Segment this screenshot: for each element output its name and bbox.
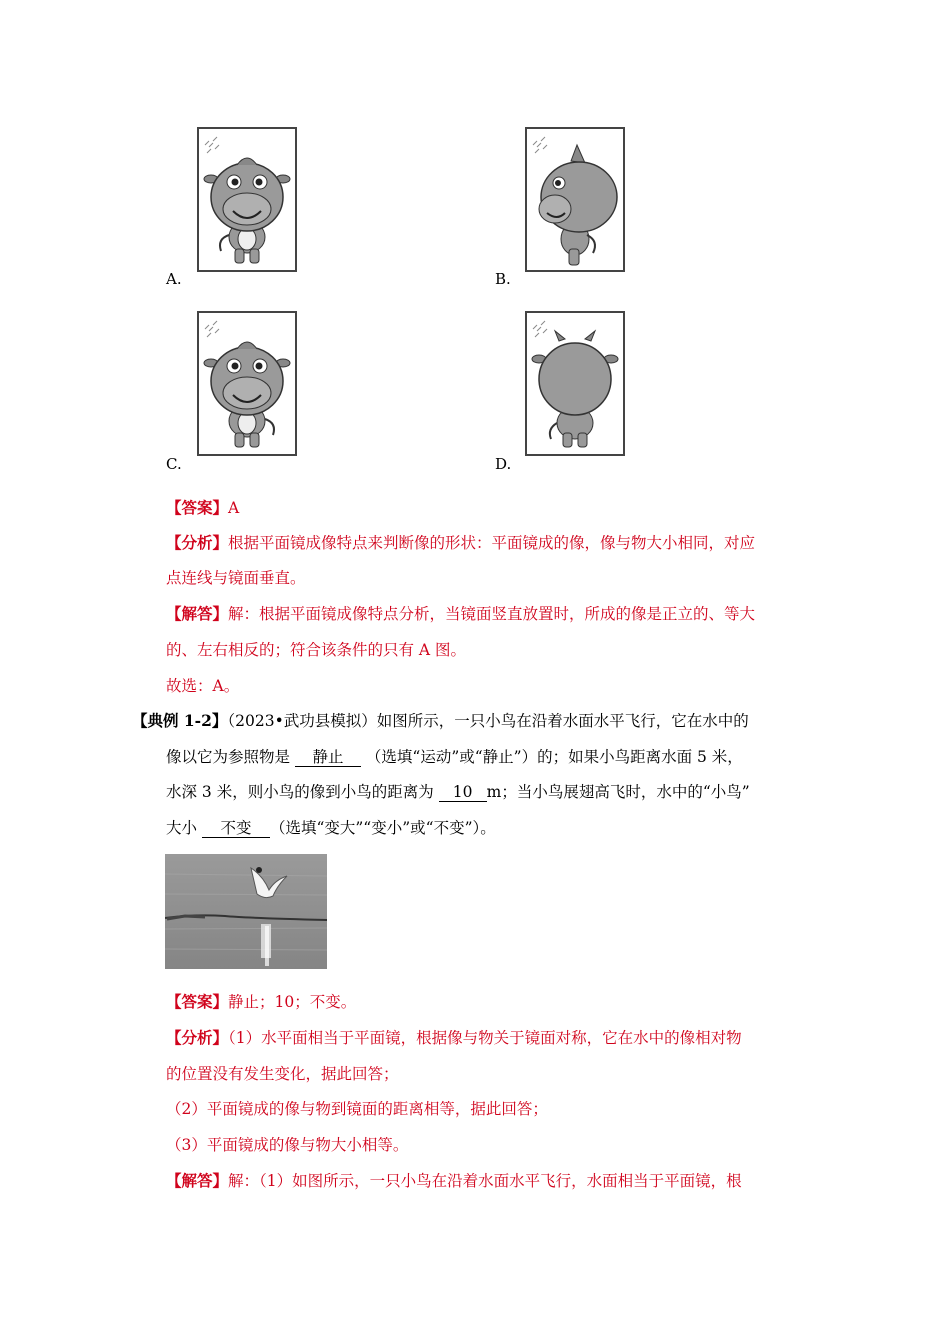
analysis-1-line-2: 点连线与镜面垂直。 — [166, 569, 306, 587]
solution-2-line-1: 【解答】解：（1）如图所示，一只小鸟在沿着水面水平飞行，水面相当于平面镜，根 — [166, 1171, 742, 1190]
answer-1: 【答案】A — [166, 498, 240, 517]
example-line-3: 水深 3 米，则小鸟的像到小鸟的距离为 10 m；当小鸟展翅高飞时，水中的“小鸟” — [166, 783, 750, 801]
example-line-1: 【典例 1-2】（2023•武功县模拟）如图所示，一只小鸟在沿着水面水平飞行，它在水中的 — [132, 711, 749, 730]
option-b-label: B. — [495, 270, 511, 288]
option-c-figure — [197, 311, 297, 456]
solution-1-line-1: 【解答】解：根据平面镜成像特点分析，当镜面竖直放置时，所成的像是正立的、等大 — [166, 604, 756, 623]
blank-1: 静止 — [295, 748, 361, 767]
option-a-figure — [197, 127, 297, 272]
solution-1-choice: 故选：A。 — [166, 677, 240, 695]
example-line-2: 像以它为参照物是 静止 （选填“运动”或“静止”）的；如果小鸟距离水面 5 米， — [166, 748, 743, 766]
analysis-2-line-3: （2）平面镜成的像与物到镜面的距离相等，据此回答； — [166, 1100, 548, 1118]
analysis-2-line-2: 的位置没有发生变化，据此回答； — [166, 1065, 399, 1083]
blank-2: 10 — [439, 783, 487, 802]
blank-3: 不变 — [202, 819, 270, 838]
answer-2: 【答案】静止；10；不变。 — [166, 992, 357, 1011]
option-a-label: A. — [166, 270, 182, 288]
option-d-figure — [525, 311, 625, 456]
option-b-figure — [525, 127, 625, 272]
solution-1-line-2: 的、左右相反的；符合该条件的只有 A 图。 — [166, 641, 467, 659]
option-c-label: C. — [166, 455, 182, 473]
option-d-label: D. — [495, 455, 512, 473]
bird-photo — [165, 854, 327, 969]
example-line-4: 大小 不变 （选填“变大”“变小”或“不变”）。 — [166, 819, 496, 837]
analysis-1-line-1: 【分析】根据平面镜成像特点来判断像的形状：平面镜成的像，像与物大小相同，对应 — [166, 533, 756, 552]
analysis-2-line-1: 【分析】（1）水平面相当于平面镜，根据像与物关于镜面对称，它在水中的像相对物 — [166, 1028, 742, 1047]
analysis-2-line-4: （3）平面镜成的像与物大小相等。 — [166, 1136, 409, 1154]
